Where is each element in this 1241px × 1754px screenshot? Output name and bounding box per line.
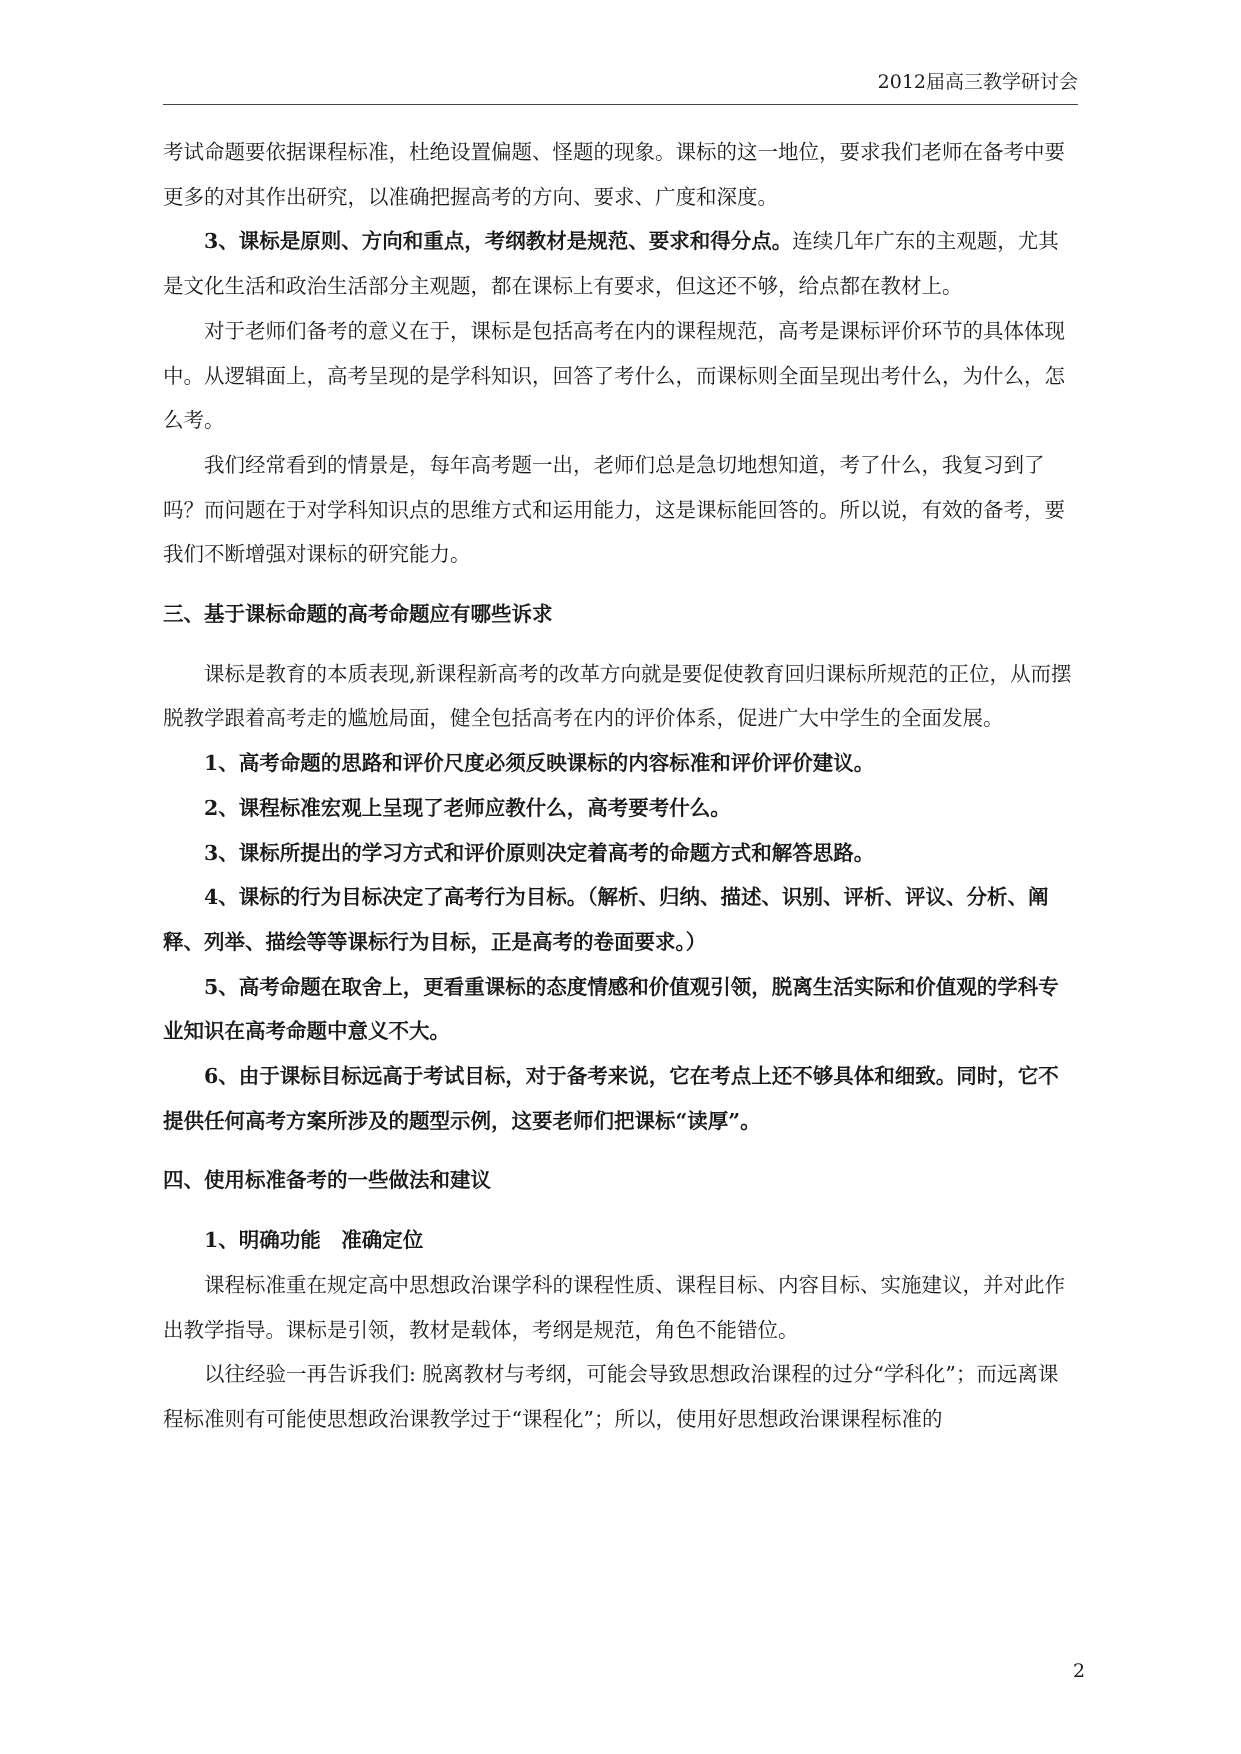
paragraph-2-heading: 3、课标是原则、方向和重点，考纲教材是规范、要求和得分点。 [204, 229, 793, 254]
list-item-2: 2、课程标准宏观上呈现了老师应教什么，高考要考什么。 [204, 795, 731, 820]
paragraph-2 [163, 219, 1078, 308]
list-item-5: 5、高考命题在取舍上，更看重课标的态度情感和价值观引领，脱离生活实际和价值观的学科专业知识在高考命题中意义不大。 [163, 974, 1059, 1044]
paragraph-3: 对于老师们备考的意义在于，课标是包括高考在内的课程规范，高考是课标评价环节的具体体现中。从逻辑面上，高考呈现的是学科知识，回答了考什么，而课标则全面呈现出考什么，为什么，怎么考。 [163, 318, 1065, 433]
subheading-1: 1、明确功能 准确定位 [204, 1228, 424, 1253]
header-title: 2012届高三教学研讨会 [877, 71, 1078, 93]
list-item-4: 4、课标的行为目标决定了高考行为目标。（解析、归纳、描述、识别、评析、评议、分析、阐释、列举、描绘等等课标行为目标，正是高考的卷面要求。） [163, 885, 1049, 954]
section-heading-3: 三、基于课标命题的高考命题应有哪些诉求 [163, 602, 553, 627]
paragraph-2-text: 连续几年广东的主观题，尤其是文化生活和政治生活部分主观题，都在课标上有要求，但这还不够，给点都在教材上。 [163, 229, 1059, 299]
list-item-6: 6、由于课标目标远高于考试目标，对于备考来说，它在考点上还不够具体和细致。同时，它不提供任何高考方案所涉及的题型示例，这要老师们把课标“读厚”。 [163, 1064, 1059, 1133]
paragraph-7: 以往经验一再告诉我们: 脱离教材与考纲，可能会导致思想政治课程的过分“学科化”；而远离课程标准则有可能使思想政治课教学过于“课程化”；所以，使用好思想政治课课程标准的 [163, 1362, 1059, 1431]
section-heading-4: 四、使用标准备考的一些做法和建议 [163, 1168, 491, 1193]
paragraph-6: 课程标准重在规定高中思想政治课学科的课程性质、课程目标、内容目标、实施建议，并对此作出教学指导。课标是引领，教材是载体，考纲是规范，角色不能错位。 [163, 1272, 1065, 1342]
page-header [163, 70, 1078, 105]
paragraph-4: 我们经常看到的情景是，每年高考题一出，老师们总是急切地想知道，考了什么，我复习到了吗？而问题在于对学科知识点的思维方式和运用能力，这是课标能回答的。所以说，有效的备考，要我们不断增强对课标的研究能力。 [163, 452, 1065, 567]
page-number: 2 [1073, 1660, 1086, 1682]
paragraph-1: 考试命题要依据课程标准，杜绝设置偏题、怪题的现象。课标的这一地位，要求我们老师在备考中要更多的对其作出研究，以准确把握高考的方向、要求、广度和深度。 [163, 140, 1065, 209]
document-body [163, 130, 1078, 1442]
list-item-1: 1、高考命题的思路和评价尺度必须反映课标的内容标准和评价评价建议。 [204, 751, 875, 776]
paragraph-5: 课标是教育的本质表现,新课程新高考的改革方向就是要促使教育回归课标所规范的正位，从而摆脱教学跟着高考走的尴尬局面，健全包括高考在内的评价体系，促进广大中学生的全面发展。 [163, 661, 1072, 731]
list-item-3: 3、课标所提出的学习方式和评价原则决定着高考的命题方式和解答思路。 [204, 840, 875, 865]
